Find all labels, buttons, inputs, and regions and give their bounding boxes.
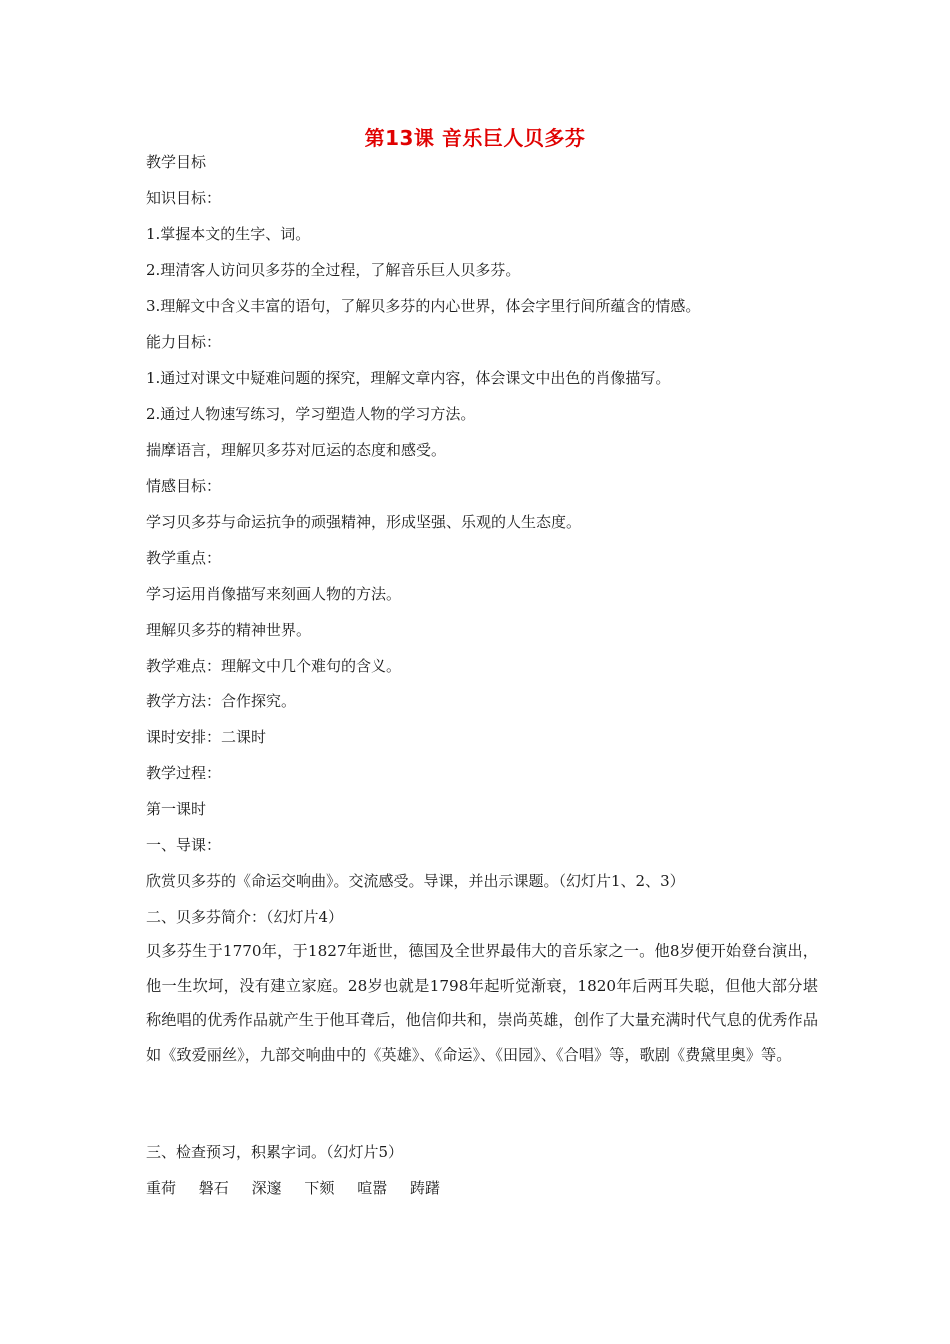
text-line: 理解贝多芬的精神世界。 (146, 621, 312, 639)
vocab-word: 重荷 (146, 1179, 177, 1197)
text-line: 1.掌握本文的生字、词。 (146, 225, 311, 243)
text-line: 教学难点：理解文中几个难句的含义。 (146, 657, 402, 675)
review-heading: 三、检查预习，积累字词。（幻灯片5） (146, 1143, 404, 1161)
vocab-word: 磐石 (198, 1179, 229, 1197)
text-line: 教学方法：合作探究。 (146, 692, 297, 710)
text-line: 知识目标： (146, 189, 222, 207)
text-line: 欣赏贝多芬的《命运交响曲》。交流感受。导课，并出示课题。（幻灯片1、2、3） (146, 872, 685, 890)
vocab-list (146, 1177, 458, 1199)
vocab-word: 喧嚣 (357, 1179, 388, 1197)
text-line: 揣摩语言，理解贝多芬对厄运的态度和感受。 (146, 441, 447, 459)
lesson-title: 第13课 音乐巨人贝多芬 (364, 126, 586, 150)
bio-paragraph: 贝多芬生于1770年，于1827年逝世，德国及全世界最伟大的音乐家之一。他8岁便开始登台演出，他一生坎坷，没有建立家庭。28岁也就是1798年起听觉渐衰，1820年后两耳失聪，但他大部分堪称绝唱的优秀作品就产生于他耳聋后，他信仰共和，崇尚英雄，创作了大量充满时代气息的优秀作品如《致爱丽丝》，九部交响曲中的《英雄》、《命运》、《田园》、《合唱》等，歌剧《费黛里奥》等。 (146, 942, 818, 1064)
text-line: 第一课时 (146, 800, 207, 818)
text-line: 教学过程： (146, 764, 222, 782)
text-line: 学习运用肖像描写来刻画人物的方法。 (146, 585, 402, 603)
text-line: 教学重点： (146, 549, 222, 567)
text-line: 学习贝多芬与命运抗争的顽强精神，形成坚强、乐观的人生态度。 (146, 513, 582, 531)
text-line: 1.通过对课文中疑难问题的探究，理解文章内容，体会课文中出色的肖像描写。 (146, 369, 671, 387)
text-line: 能力目标： (146, 333, 222, 351)
text-line: 二、贝多芬简介：（幻灯片4） (146, 908, 344, 926)
vocab-word: 踌躇 (409, 1179, 440, 1197)
text-line: 一、导课： (146, 836, 222, 854)
text-line: 2.理清客人访问贝多芬的全过程，了解音乐巨人贝多芬。 (146, 261, 521, 279)
text-line: 2.通过人物速写练习，学习塑造人物的学习方法。 (146, 405, 476, 423)
vocab-word: 下颏 (304, 1179, 335, 1197)
text-line: 课时安排：二课时 (146, 728, 267, 746)
text-line: 3.理解文中含义丰富的语句，了解贝多芬的内心世界，体会字里行间所蕴含的情感。 (146, 297, 701, 315)
text-line: 情感目标： (146, 477, 222, 495)
vocab-word: 深邃 (251, 1179, 282, 1197)
text-line: 教学目标 (146, 153, 207, 171)
